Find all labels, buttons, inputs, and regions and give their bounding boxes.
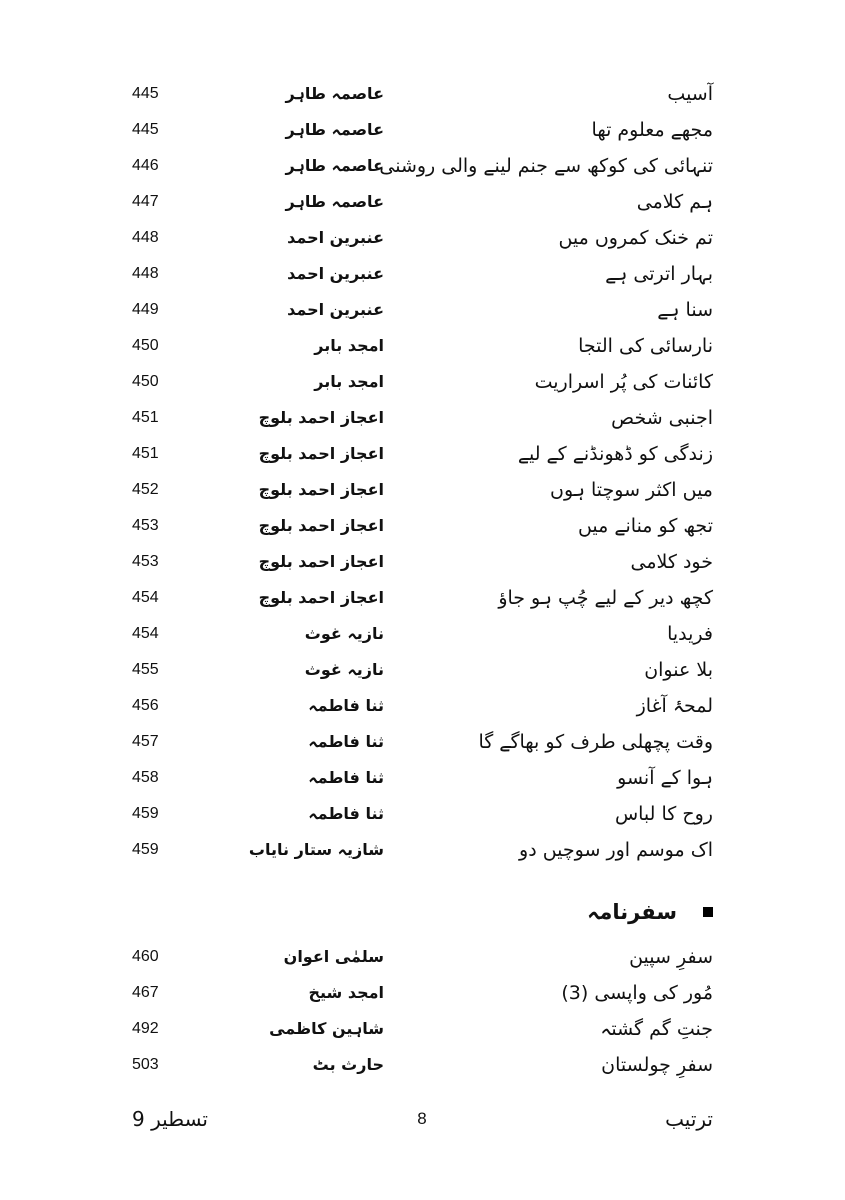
entry-page-number: 456 bbox=[132, 697, 159, 714]
toc-row bbox=[0, 78, 845, 110]
entry-author: امجد شیخ bbox=[308, 983, 384, 1002]
entry-page-number: 446 bbox=[132, 157, 159, 174]
footer-page-number: 8 bbox=[417, 1109, 427, 1128]
entry-author: شازیہ ستار نایاب bbox=[248, 840, 384, 859]
toc-row bbox=[0, 150, 845, 182]
entry-author: شاہین کاظمی bbox=[269, 1019, 384, 1038]
entry-author: نازیہ غوث bbox=[304, 624, 384, 643]
entry-page-number: 445 bbox=[132, 121, 159, 138]
entry-author: عاصمہ طاہر bbox=[285, 192, 384, 211]
section-heading bbox=[587, 895, 713, 929]
entry-author: عنبرین احمد bbox=[287, 300, 384, 319]
entry-author: امجد بابر bbox=[314, 372, 384, 391]
toc-row bbox=[0, 222, 845, 254]
entry-page-number: 451 bbox=[132, 409, 159, 426]
entry-page-number: 459 bbox=[132, 805, 159, 822]
entry-author: حارث بٹ bbox=[312, 1055, 384, 1074]
entry-page-number: 449 bbox=[132, 301, 159, 318]
entry-title: کائنات کی پُر اسراریت bbox=[534, 371, 713, 393]
entry-title: میں اکثر سوچتا ہوں bbox=[550, 479, 713, 501]
entry-title: بلا عنوان bbox=[644, 659, 713, 681]
entry-title: جنتِ گم گشتہ bbox=[600, 1018, 713, 1040]
entry-page-number: 467 bbox=[132, 984, 159, 1001]
entry-title: فریدیا bbox=[667, 623, 713, 645]
entry-title: روح کا لباس bbox=[614, 803, 713, 825]
entry-page-number: 458 bbox=[132, 769, 159, 786]
entry-page-number: 457 bbox=[132, 733, 159, 750]
entry-author: اعجاز احمد بلوچ bbox=[258, 408, 384, 427]
entry-title: مجھے معلوم تھا bbox=[591, 119, 713, 141]
entry-title: سفرِ چولستان bbox=[601, 1054, 713, 1076]
entry-page-number: 453 bbox=[132, 517, 159, 534]
toc-row bbox=[0, 114, 845, 146]
entry-page-number: 460 bbox=[132, 948, 159, 965]
entry-title: بہار اترتی ہے bbox=[605, 263, 713, 285]
toc-row bbox=[0, 798, 845, 830]
entry-page-number: 448 bbox=[132, 229, 159, 246]
toc-row bbox=[0, 690, 845, 722]
entry-author: نازیہ غوث bbox=[304, 660, 384, 679]
entry-title: سفرِ سپین bbox=[629, 946, 713, 968]
entry-page-number: 453 bbox=[132, 553, 159, 570]
toc-row bbox=[0, 654, 845, 686]
entry-title: لمحۂ آغاز bbox=[636, 695, 713, 717]
entry-title: وقت پچھلی طرف کو بھاگے گا bbox=[478, 731, 713, 753]
toc-row bbox=[0, 402, 845, 434]
entry-author: سلمٰی اعوان bbox=[283, 947, 384, 966]
toc-row bbox=[0, 1013, 845, 1045]
entry-author: ثنا فاطمہ bbox=[308, 696, 384, 715]
entry-author: امجد بابر bbox=[314, 336, 384, 355]
entry-title: خود کلامی bbox=[630, 551, 713, 573]
entry-title: زندگی کو ڈھونڈنے کے لیے bbox=[517, 443, 713, 465]
entry-title: نارسائی کی التجا bbox=[578, 335, 713, 357]
entry-author: عاصمہ طاہر bbox=[285, 120, 384, 139]
entry-author: عنبرین احمد bbox=[287, 228, 384, 247]
entry-author: ثنا فاطمہ bbox=[308, 732, 384, 751]
toc-row bbox=[0, 258, 845, 290]
entry-title: ہوا کے آنسو bbox=[617, 767, 713, 789]
entry-author: اعجاز احمد بلوچ bbox=[258, 480, 384, 499]
entry-page-number: 450 bbox=[132, 337, 159, 354]
entry-page-number: 452 bbox=[132, 481, 159, 498]
entry-page-number: 450 bbox=[132, 373, 159, 390]
toc-row bbox=[0, 726, 845, 758]
toc-row bbox=[0, 438, 845, 470]
entry-author: اعجاز احمد بلوچ bbox=[258, 516, 384, 535]
square-bullet-icon bbox=[703, 907, 713, 917]
toc-row bbox=[0, 546, 845, 578]
toc-row bbox=[0, 762, 845, 794]
footer-section-name: ترتیب bbox=[665, 1107, 713, 1131]
entry-title: تجھ کو منانے میں bbox=[577, 515, 713, 537]
entry-page-number: 447 bbox=[132, 193, 159, 210]
toc-row bbox=[0, 366, 845, 398]
entry-page-number: 459 bbox=[132, 841, 159, 858]
toc-row bbox=[0, 834, 845, 866]
entry-title: آسیب bbox=[667, 83, 713, 105]
entry-title: اک موسم اور سوچیں دو bbox=[519, 839, 713, 861]
entry-title: سنا ہے bbox=[657, 299, 713, 321]
entry-title: ہم کلامی bbox=[636, 191, 713, 213]
page-footer bbox=[0, 1102, 845, 1136]
toc-row bbox=[0, 977, 845, 1009]
footer-magazine-name: تسطیر 9 bbox=[132, 1107, 208, 1131]
toc-row bbox=[0, 474, 845, 506]
toc-row bbox=[0, 186, 845, 218]
entry-page-number: 503 bbox=[132, 1056, 159, 1073]
entry-author: اعجاز احمد بلوچ bbox=[258, 552, 384, 571]
entry-title: تنہائی کی کوکھ سے جنم لینے والی روشنی bbox=[379, 155, 713, 177]
entry-page-number: 451 bbox=[132, 445, 159, 462]
toc-row bbox=[0, 510, 845, 542]
entry-page-number: 492 bbox=[132, 1020, 159, 1037]
entry-page-number: 448 bbox=[132, 265, 159, 282]
toc-row bbox=[0, 294, 845, 326]
section-title: سفرنامہ bbox=[587, 900, 677, 924]
entry-page-number: 445 bbox=[132, 85, 159, 102]
entry-title: تم خنک کمروں میں bbox=[558, 227, 713, 249]
entry-page-number: 454 bbox=[132, 625, 159, 642]
toc-row bbox=[0, 1049, 845, 1081]
entry-page-number: 454 bbox=[132, 589, 159, 606]
entry-author: عاصمہ طاہر bbox=[285, 156, 384, 175]
toc-row bbox=[0, 618, 845, 650]
entry-author: عاصمہ طاہر bbox=[285, 84, 384, 103]
toc-row bbox=[0, 941, 845, 973]
entry-author: اعجاز احمد بلوچ bbox=[258, 588, 384, 607]
entry-title: مُور کی واپسی (3) bbox=[561, 982, 713, 1004]
entry-title: اجنبی شخص bbox=[611, 407, 713, 429]
entry-title: کچھ دیر کے لیے چُپ ہو جاؤ bbox=[498, 587, 713, 609]
toc-row bbox=[0, 582, 845, 614]
toc-row bbox=[0, 330, 845, 362]
entry-author: عنبرین احمد bbox=[287, 264, 384, 283]
entry-author: ثنا فاطمہ bbox=[308, 768, 384, 787]
entry-author: اعجاز احمد بلوچ bbox=[258, 444, 384, 463]
entry-page-number: 455 bbox=[132, 661, 159, 678]
entry-author: ثنا فاطمہ bbox=[308, 804, 384, 823]
